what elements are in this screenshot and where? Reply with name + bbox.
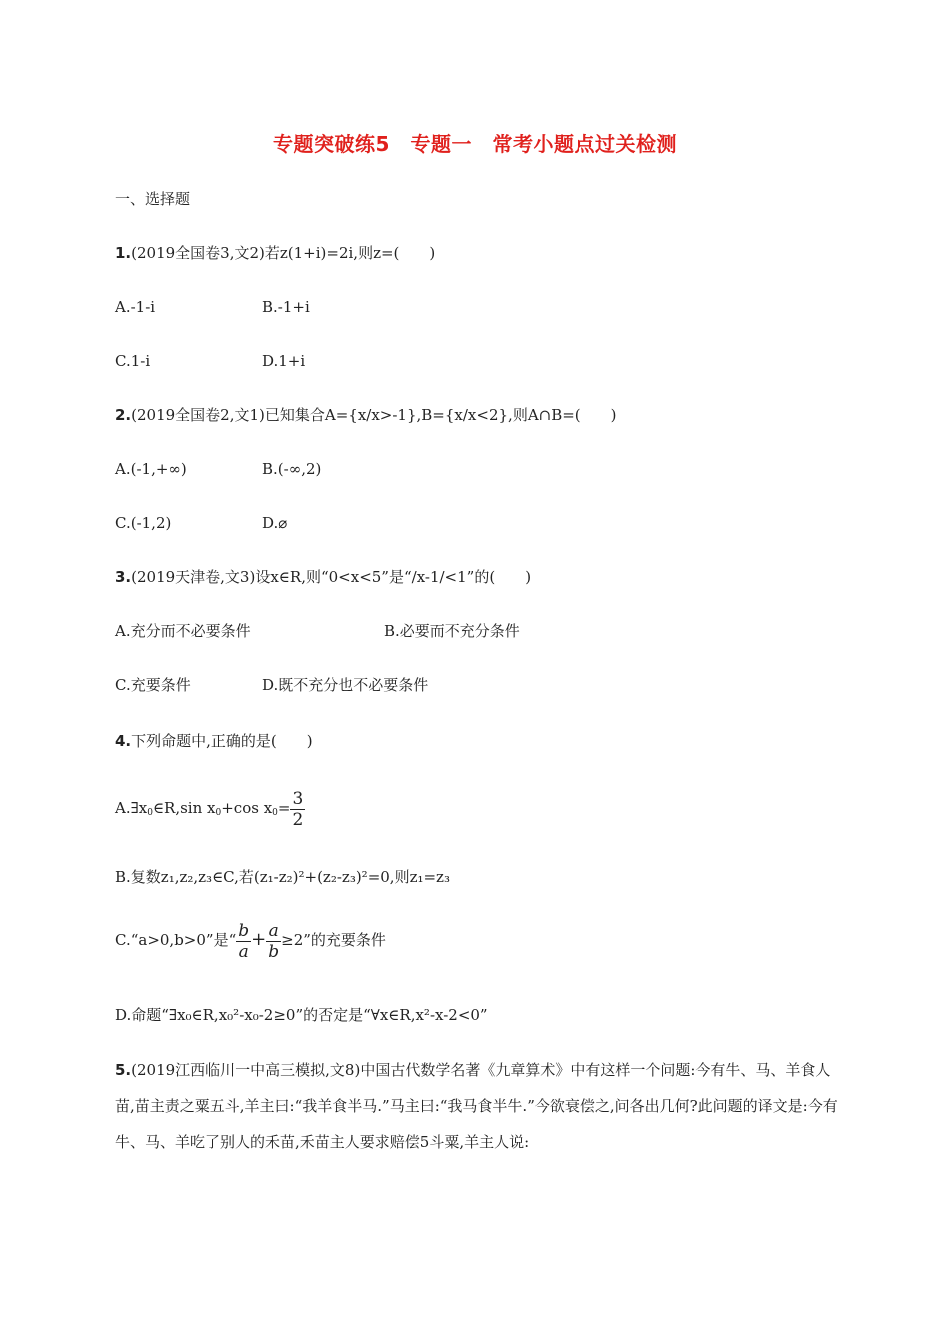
question-3 <box>115 566 531 588</box>
question-stem: (2019天津卷,文3)设x∈R,则“0<x<5”是“/x-1/<1”的( ) <box>131 568 532 586</box>
question-5 <box>115 1052 845 1160</box>
option-2a: A.(-1,+∞) <box>115 460 187 478</box>
option-1a: A.-1-i <box>115 298 156 316</box>
question-stem: (2019全国卷2,文1)已知集合A={x/x>-1},B={x/x<2},则A∩B=( ) <box>131 406 617 424</box>
option-1d: D.1+i <box>262 352 306 370</box>
option-4a: $A.\exists x_0\in R,\sin$ $x_0+\cos$ $x_0=$ $\frac{3}{2}$ <box>115 788 304 830</box>
question-number: 3. <box>115 568 132 586</box>
option-4b: B.复数z₁,z₂,z₃∈C,若(z₁-z₂)²+(z₂-z₃)²=0,则z₁=z₃ <box>115 868 450 886</box>
option-4d: D.命题“∃x₀∈R,x₀²-x₀-2≥0”的否定是“∀x∈R,x²-x-2<0” <box>115 1006 488 1024</box>
question-number: 2. <box>115 406 132 424</box>
question-2 <box>115 404 617 426</box>
question-4 <box>115 730 313 752</box>
fraction-a-over-b: $\frac{a}{b}$ <box>268 920 280 962</box>
option-2d: D.⌀ <box>262 514 288 532</box>
option-1c: C.1-i <box>115 352 151 370</box>
page-title: 专题突破练5 专题一 常考小题点过关检测 <box>273 132 677 156</box>
question-number: 1. <box>115 244 132 262</box>
section-heading: 一、选择题 <box>115 190 191 208</box>
option-3a: A.充分而不必要条件 <box>115 622 251 640</box>
fraction-b-over-a: $\frac{b}{a}$ <box>238 920 250 962</box>
question-number: 5. <box>115 1061 132 1079</box>
option-2b: B.(-∞,2) <box>262 460 322 478</box>
option-3b: B.必要而不充分条件 <box>384 622 520 640</box>
option-4c: C.“a>0,b>0”是“ $\frac{b}{a}$ + $\frac{a}{b}$ ≥2”的充要条件 <box>115 920 386 962</box>
option-1b: B.-1+i <box>262 298 310 316</box>
option-3d: D.既不充分也不必要条件 <box>262 676 429 694</box>
question-number: 4. <box>115 732 132 750</box>
question-text: (2019江西临川一中高三模拟,文8)中国古代数学名著《九章算术》中有这样一个问题:今有牛、马、羊食人苗,苗主责之粟五斗,羊主曰:“我羊食半马.”马主曰:“我马食半牛.”今欲衰偿之,问各出几何?此问题的译文是:今有牛、马、羊吃了别人的禾苗,禾苗主人要求赔偿5斗粟,羊主人说: <box>115 1061 838 1151</box>
fraction-three-halves: $\frac{3}{2}$ <box>292 788 304 830</box>
question-stem: 下列命题中,正确的是( ) <box>131 732 313 750</box>
option-3c: C.充要条件 <box>115 676 191 694</box>
question-1 <box>115 242 435 264</box>
question-stem: (2019全国卷3,文2)若z(1+i)=2i,则z=( ) <box>131 244 436 262</box>
option-2c: C.(-1,2) <box>115 514 172 532</box>
